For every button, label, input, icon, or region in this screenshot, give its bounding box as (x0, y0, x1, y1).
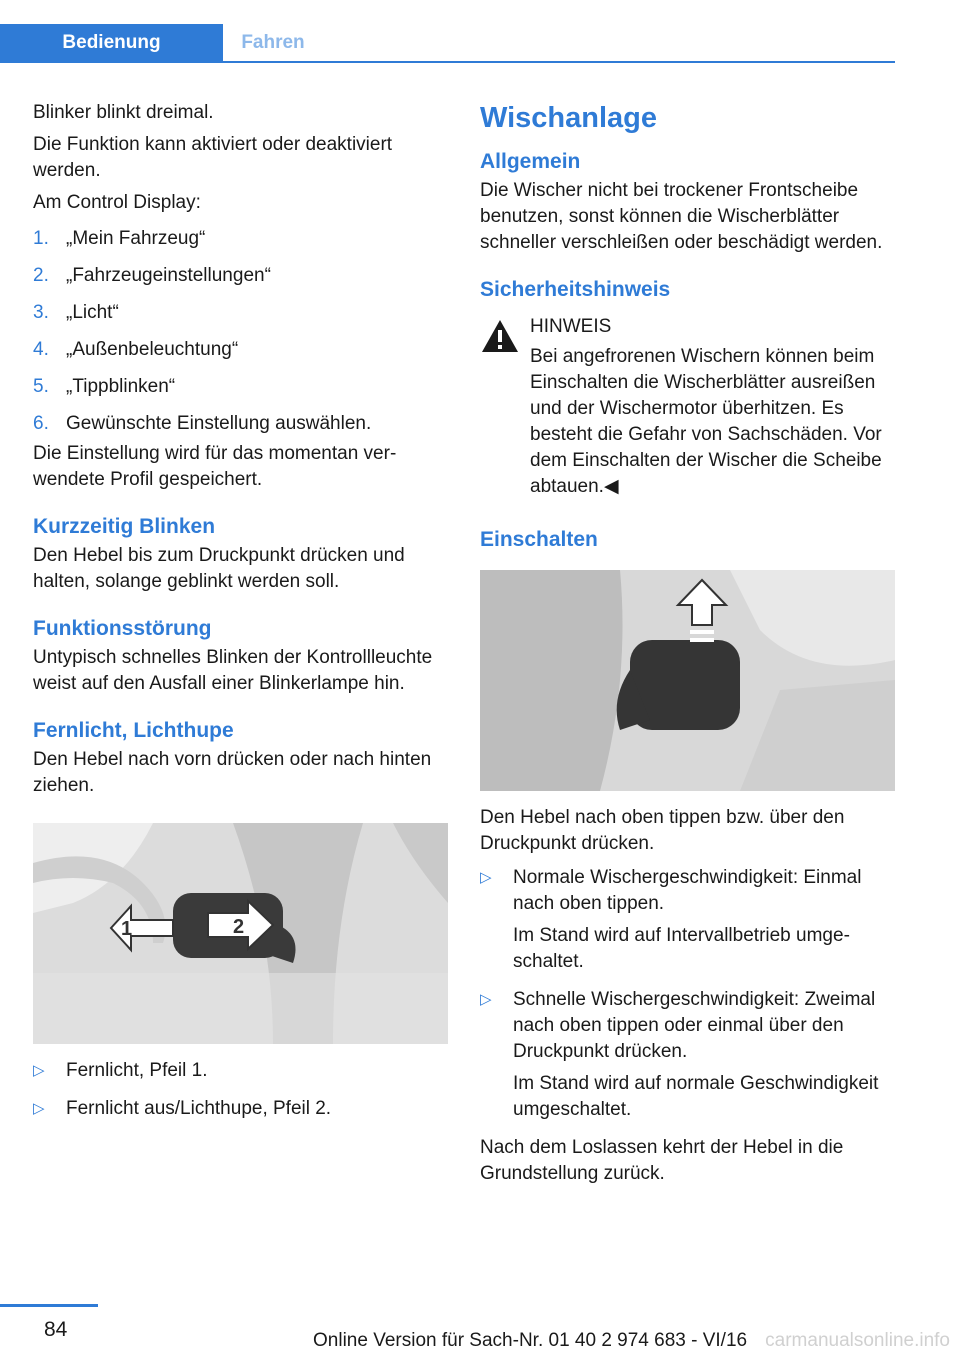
arrow-label-2: 2 (233, 916, 245, 938)
heading-fernlicht: Fernlicht, Lichthupe (33, 719, 234, 742)
einschalten-text: Den Hebel nach oben tippen bzw. über den Druckpunkt drücken. (480, 807, 845, 854)
heading-sicherheitshinweis: Sicherheitshinweis (480, 278, 671, 301)
warning-text: Bei angefrorenen Wischern können beim Einschalten die Wischerblätter ausreißen und der Wischermotor überhitzen. Es besteht die Gefahr von Sachschäden. Vor dem Einschalten der Wischer die Scheibe abtauen.◀ (530, 346, 882, 497)
tab-fahren[interactable]: Fahren (241, 32, 305, 53)
kurzzeitig-text: Den Hebel bis zum Druckpunkt drücken und halten, solange geblinkt werden soll. (33, 545, 405, 592)
tab-divider (0, 61, 895, 63)
list-item: ▷ Fernlicht aus/Lichthupe, Pfeil 2. (33, 1096, 453, 1122)
triangle-icon: ▷ (480, 869, 492, 886)
left-column (33, 100, 453, 1134)
list-item: 5. „Tippblinken“ (33, 376, 176, 397)
stoerung-text: Untypisch schnelles Blinken der Kontrollleuchte weist auf den Ausfall einer Blinkerlampe hin. (33, 647, 433, 694)
list-item: ▷ Normale Wischergeschwindigkeit: Einmal nach oben tippen. Im Stand wird auf Intervallbetrieb umgeschaltet. (480, 867, 862, 972)
triangle-icon: ▷ (33, 1062, 45, 1079)
footer-version: Online Version für Sach-Nr. 01 40 2 974 683 - VI/16 (313, 1330, 748, 1351)
heading-einschalten: Einschalten (480, 528, 598, 551)
list-item: ▷ Fernlicht, Pfeil 1. (33, 1058, 453, 1084)
release-text: Nach dem Loslassen kehrt der Hebel in die Grundstellung zurück. (480, 1137, 844, 1184)
triangle-icon: ▷ (33, 1100, 45, 1117)
warning-box (480, 314, 900, 500)
heading-kurzzeitig-blinken: Kurzzeitig Blinken (33, 515, 216, 538)
allgemein-text: Die Wischer nicht bei trockener Frontscheibe benutzen, sonst können die Wischerblätter schneller verschleißen oder beschädigt werden. (480, 180, 883, 253)
warning-icon (480, 318, 520, 359)
right-column (480, 100, 900, 1193)
list-item: 6. Gewünschte Einstellung auswählen. (33, 413, 372, 434)
fernlicht-bullets (33, 1058, 453, 1122)
intro-text-2: Die Funktion kann aktiviert oder deaktiviert werden. (33, 134, 393, 181)
steps-list (33, 226, 453, 437)
arrow-label-1: 1 (121, 918, 133, 940)
page-title: Wischanlage (480, 102, 658, 134)
list-item: ▷ Schnelle Wischergeschwindigkeit: Zweimal nach oben tippen oder einmal über den Druckpunkt drücken. Im Stand wird auf normale Geschwindigkeit umgeschaltet. (480, 989, 879, 1120)
intro-text-1: Blinker blinkt dreimal. (33, 102, 214, 123)
triangle-icon: ▷ (480, 991, 492, 1008)
list-item: 3. „Licht“ (33, 302, 119, 323)
list-item: 2. „Fahrzeugeinstellungen“ (33, 265, 271, 286)
einschalten-bullets (480, 865, 900, 1123)
chapter-tabs (0, 24, 895, 62)
warning-title: HINWEIS (530, 316, 612, 337)
page-number-rule (0, 1304, 98, 1307)
list-item: 1. „Mein Fahrzeug“ (33, 228, 206, 249)
page-number: 84 (44, 1318, 68, 1341)
wiper-lever-illustration (480, 570, 895, 791)
lever-illustration (33, 823, 448, 1044)
watermark: carmanualsonline.info (765, 1330, 950, 1351)
fernlicht-text: Den Hebel nach vorn drücken oder nach hinten ziehen. (33, 749, 432, 796)
heading-funktionsstoerung: Funktionsstörung (33, 617, 212, 640)
profile-note: Die Einstellung wird für das momentan verwendete Profil gespeichert. (33, 443, 397, 490)
tab-bedienung[interactable]: Bedienung (0, 24, 223, 61)
heading-allgemein: Allgemein (480, 150, 581, 173)
list-item: 4. „Außenbeleuchtung“ (33, 339, 239, 360)
intro-text-3: Am Control Display: (33, 192, 201, 213)
